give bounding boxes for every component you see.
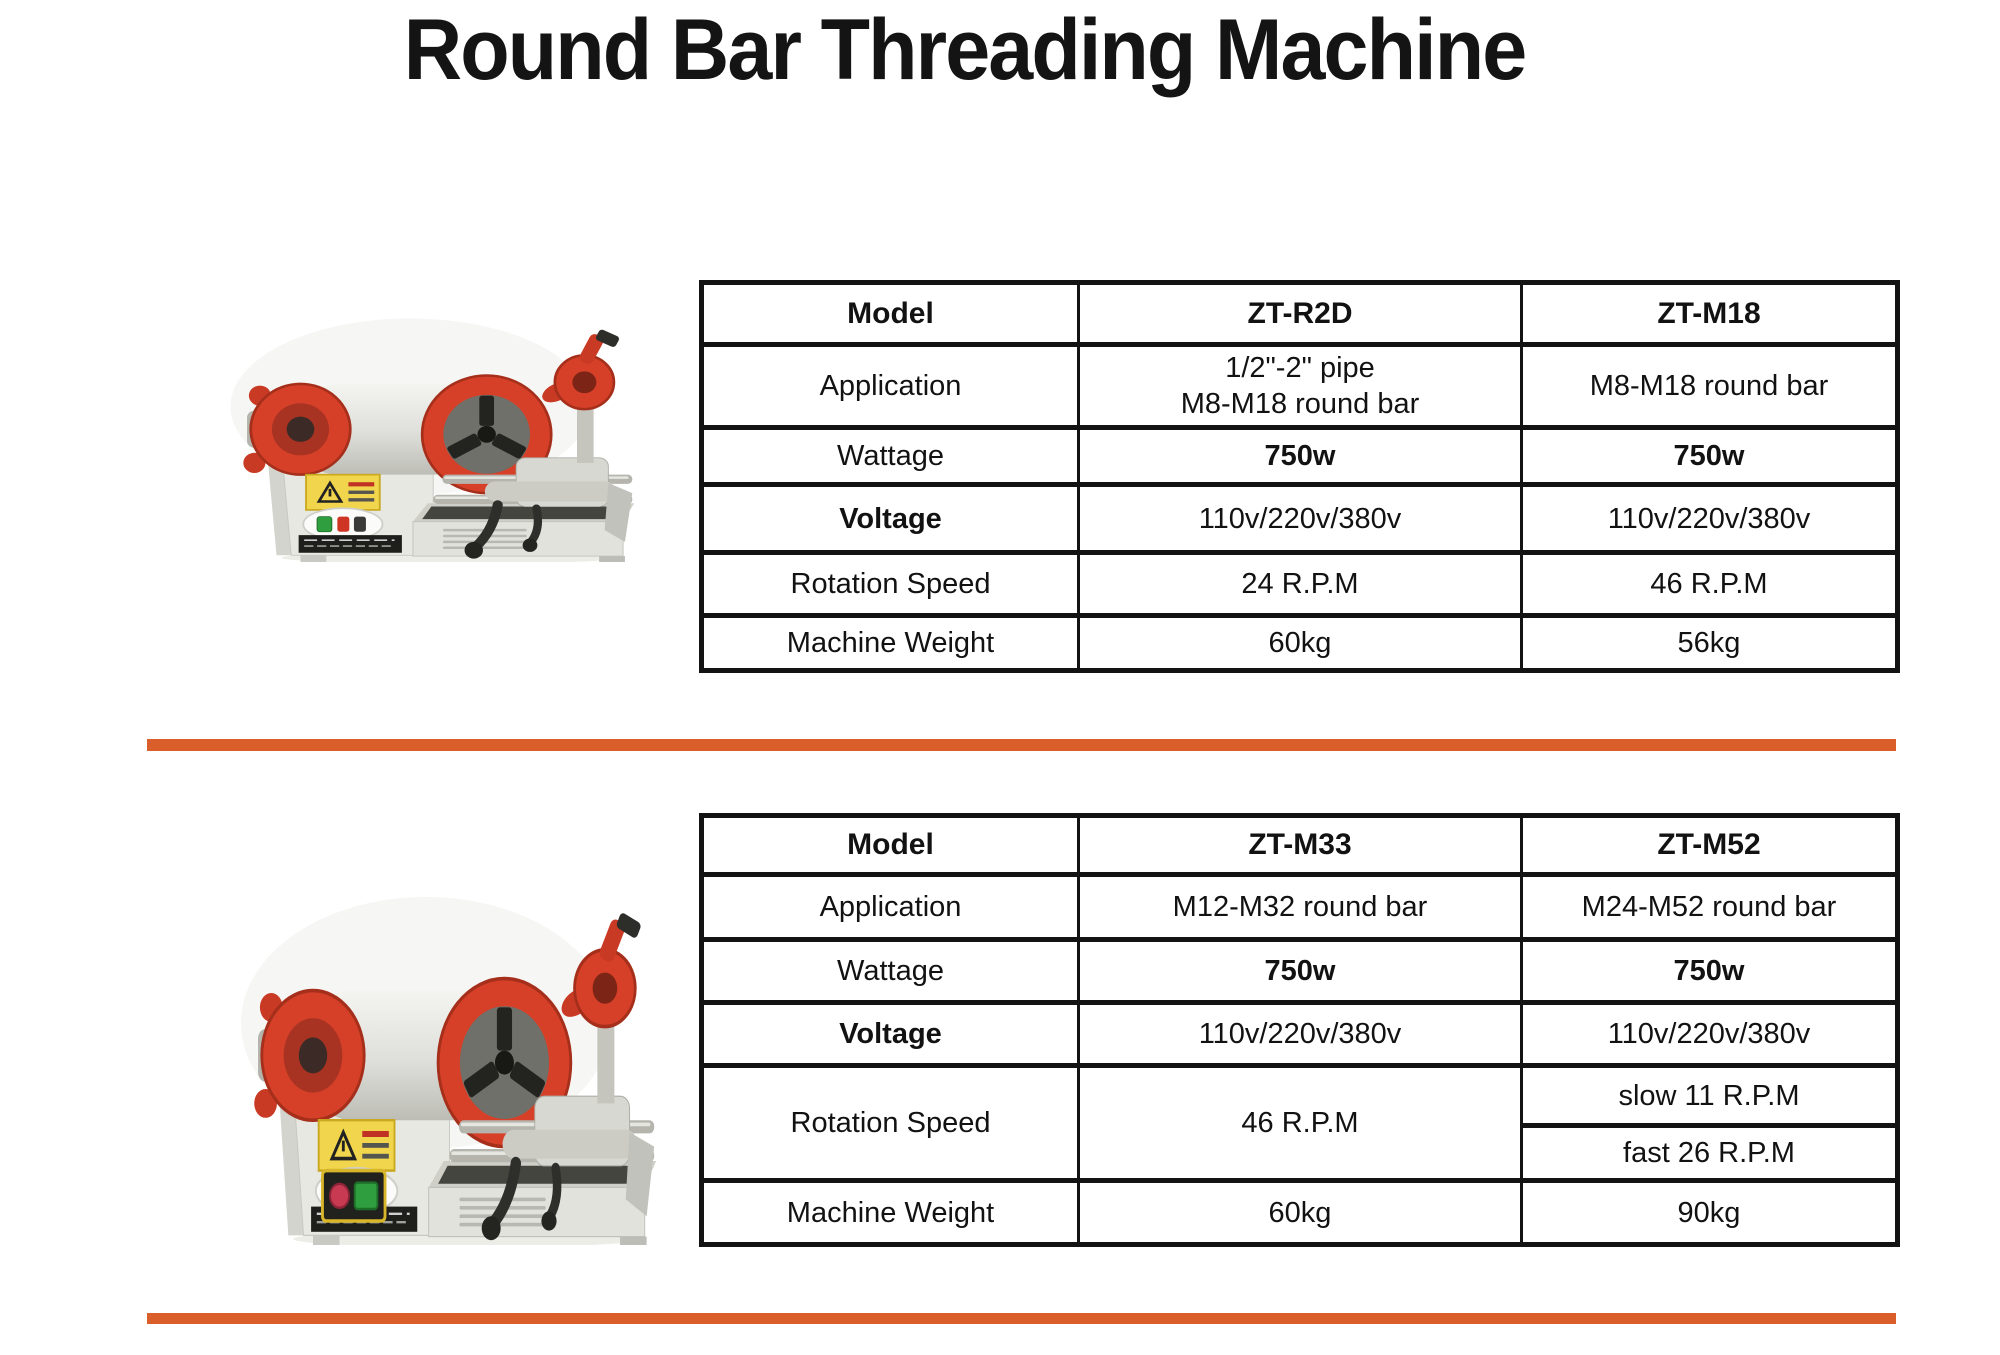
- weight-col1: 60kg: [1079, 616, 1522, 671]
- wattage-col1: 750w: [1079, 428, 1522, 485]
- model-col1: ZT-R2D: [1079, 283, 1522, 345]
- title-wrap: [0, 0, 1930, 100]
- table-row: [702, 875, 1898, 940]
- application-col2: M8-M18 round bar: [1522, 345, 1898, 428]
- application-col1-line2: M8-M18 round bar: [1180, 388, 1420, 420]
- weight-label: Machine Weight: [702, 616, 1079, 671]
- weight-col1: 60kg: [1079, 1181, 1522, 1245]
- rotation-col2-fast: fast 26 R.P.M: [1522, 1126, 1898, 1181]
- rotation-col1: 46 R.P.M: [1079, 1066, 1522, 1181]
- weight-col2: 90kg: [1522, 1181, 1898, 1245]
- application-label: Application: [702, 345, 1079, 428]
- table-row: [702, 1181, 1898, 1245]
- voltage-col1: 110v/220v/380v: [1079, 485, 1522, 553]
- table-row: [702, 553, 1898, 616]
- model-label: Model: [702, 816, 1079, 875]
- application-col1-line1: 1/2"-2" pipe: [1225, 352, 1375, 384]
- voltage-label: Voltage: [702, 485, 1079, 553]
- application-col1: [1079, 345, 1522, 428]
- model-col1: ZT-M33: [1079, 816, 1522, 875]
- voltage-col2: 110v/220v/380v: [1522, 485, 1898, 553]
- table-row: [702, 940, 1898, 1003]
- table-row: [702, 283, 1898, 345]
- model-col2: ZT-M52: [1522, 816, 1898, 875]
- wattage-col2: 750w: [1522, 940, 1898, 1003]
- model-col2: ZT-M18: [1522, 283, 1898, 345]
- weight-col2: 56kg: [1522, 616, 1898, 671]
- rotation-col2-slow: slow 11 R.P.M: [1522, 1066, 1898, 1126]
- rotation-col1: 24 R.P.M: [1079, 553, 1522, 616]
- table-row: [702, 1003, 1898, 1066]
- machine-photo-2: [222, 885, 658, 1245]
- table-row: [702, 428, 1898, 485]
- application-col1: M12-M32 round bar: [1079, 875, 1522, 940]
- machine-photo-1: [212, 310, 636, 562]
- wattage-label: Wattage: [702, 428, 1079, 485]
- starter-switch: [322, 1171, 385, 1221]
- wattage-col1: 750w: [1079, 940, 1522, 1003]
- spec-table-1: [699, 280, 1900, 673]
- table-row: [702, 345, 1898, 428]
- weight-label: Machine Weight: [702, 1181, 1079, 1245]
- spec-table-2: [699, 813, 1900, 1247]
- voltage-col1: 110v/220v/380v: [1079, 1003, 1522, 1066]
- wattage-label: Wattage: [702, 940, 1079, 1003]
- table-row: [702, 816, 1898, 875]
- rotation-label: Rotation Speed: [702, 553, 1079, 616]
- orange-divider-bottom: [147, 1313, 1896, 1324]
- voltage-col2: 110v/220v/380v: [1522, 1003, 1898, 1066]
- model-label: Model: [702, 283, 1079, 345]
- orange-divider-top: [147, 739, 1896, 751]
- rotation-col2: 46 R.P.M: [1522, 553, 1898, 616]
- table-row: [702, 1066, 1898, 1126]
- voltage-label: Voltage: [702, 1003, 1079, 1066]
- application-col2: M24-M52 round bar: [1522, 875, 1898, 940]
- wattage-col2: 750w: [1522, 428, 1898, 485]
- table-row: [702, 616, 1898, 671]
- table-row: [702, 485, 1898, 553]
- application-label: Application: [702, 875, 1079, 940]
- page-title: Round Bar Threading Machine: [404, 2, 1526, 98]
- rotation-label: Rotation Speed: [702, 1066, 1079, 1181]
